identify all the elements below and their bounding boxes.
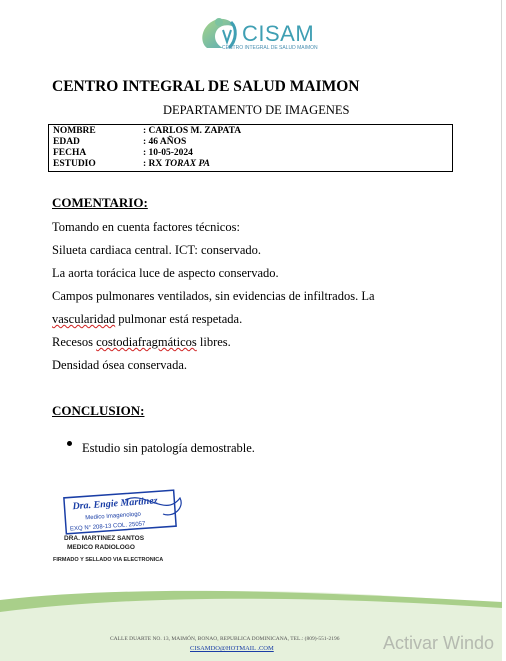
stamp-role: Medico Imagenologo (85, 511, 142, 522)
comment-line-5 (52, 312, 242, 327)
spellcheck-word: vascularidad (52, 312, 116, 326)
study-label: ESTUDIO (53, 159, 96, 169)
comment-line-1: Tomando en cuenta factores técnicos: (52, 220, 240, 234)
conclusion-heading: CONCLUSION: (52, 403, 145, 418)
date-value: : 10-05-2024 (143, 148, 193, 158)
age-value: : 46 AÑOS (143, 137, 187, 147)
study-value (143, 159, 210, 170)
patient-info-box (48, 124, 453, 172)
stamp-name: Dra. Engie Martinez (72, 495, 158, 513)
study-value-italic: TORAX PA (164, 159, 210, 169)
comment-line-6-start: Recesos (52, 335, 97, 349)
page-title: CENTRO INTEGRAL DE SALUD MAIMON (52, 78, 360, 95)
footer-address: CALLE DUARTE NO. 13, MAIMÓN, BONAO, REPUBLICA DOMINICANA, TEL.: (809)-551-2196 (110, 636, 340, 642)
doctor-stamp-icon (55, 488, 195, 538)
logo-wordmark: CISAM (242, 21, 315, 46)
comment-line-6-end: libres. (196, 335, 231, 349)
stamp-exq: EXQ N° 208-13 COL. 25057 (69, 521, 146, 533)
date-label: FECHA (53, 148, 87, 158)
age-label: EDAD (53, 137, 80, 147)
bullet-icon (67, 441, 72, 446)
footer-email[interactable]: CISAMDO@HOTMAIL .COM (190, 645, 274, 652)
comment-line-5-rest: pulmonar está respetada. (115, 312, 243, 326)
doctor-name: DRA. MARTINEZ SANTOS (64, 535, 145, 542)
name-label: NOMBRE (53, 126, 96, 136)
comment-line-2: Silueta cardiaca central. ICT: conservado. (52, 243, 262, 257)
comment-line-6 (52, 335, 231, 350)
signature-note: FIRMADO Y SELLADO VIA ELECTRONICA (53, 557, 164, 563)
conclusion-item: Estudio sin patología demostrable. (82, 441, 255, 455)
doctor-role: MEDICO RADIOLOGO (67, 544, 135, 551)
comment-heading: COMENTARIO: (52, 195, 148, 210)
logo-subtext: CENTRO INTEGRAL DE SALUD MAIMON (222, 45, 318, 51)
comment-line-4: Campos pulmonares ventilados, sin evidencias de infiltrados. La (52, 289, 375, 303)
comment-line-7: Densidad ósea conservada. (52, 358, 188, 372)
comment-line-3: La aorta torácica luce de aspecto conservado. (52, 266, 279, 280)
name-value: : CARLOS M. ZAPATA (143, 126, 242, 136)
spellcheck-word: costodiafragmáticos (96, 335, 197, 349)
study-value-prefix: : RX (143, 159, 165, 169)
department-title: DEPARTAMENTO DE IMAGENES (163, 103, 350, 117)
activation-watermark: Activar Windo (383, 633, 495, 653)
